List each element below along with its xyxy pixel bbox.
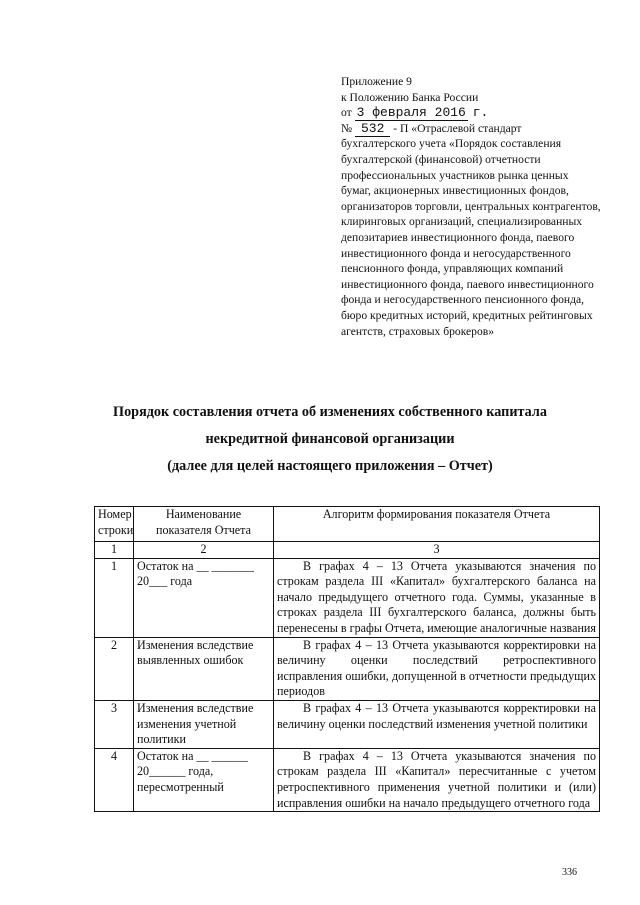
table-row bbox=[95, 637, 600, 700]
row-number: 2 bbox=[95, 637, 134, 700]
row-number: 1 bbox=[95, 558, 134, 637]
annex-date-line bbox=[341, 105, 601, 121]
number-prefix: № bbox=[341, 121, 353, 135]
row-algorithm bbox=[274, 748, 600, 811]
table-header-row bbox=[95, 507, 600, 542]
annex-header bbox=[341, 74, 601, 339]
annex-body: бухгалтерского учета «Порядок составления бухгалтерской (финансовой) отчетности профессиональных участников рынка ценных бумаг, акционерных инвестиционных фондов, организаторов торговли, центральных контрагентов, клиринговых организаций, специализированных депозитариев инвестиционного фонда, паевого инвестиционного фонда и негосударственного пенсионного фонда, управляющих компаний инвестиционного фонда, паевого инвестиционного фонда и негосударственного пенсионного фонда, бюро кредитных историй, кредитных рейтинговых агентств, страховых брокеров» bbox=[341, 137, 601, 338]
date-value: 3 февраля 2016 bbox=[356, 105, 466, 121]
annex-number: Приложение 9 bbox=[341, 75, 412, 88]
page-number: 336 bbox=[562, 867, 577, 878]
header-line-number: Номер строки bbox=[95, 507, 134, 542]
title-line-2: некредитной финансовой организации bbox=[205, 431, 455, 447]
table-row bbox=[95, 558, 600, 637]
column-number: 1 bbox=[95, 542, 134, 559]
column-number-row bbox=[95, 542, 600, 559]
row-indicator-name: Изменения вследствие изменения учетной политики bbox=[134, 700, 274, 748]
row-algorithm-text: В графах 4 – 13 Отчета указываются корректировки на величину оценки последствий ретроспективного исправления ошибки, допущенной в отчетности предыдущих периодов bbox=[277, 637, 596, 699]
row-indicator-name: Изменения вследствие выявленных ошибок bbox=[134, 637, 274, 700]
date-prefix: от bbox=[341, 106, 352, 120]
row-number: 3 bbox=[95, 700, 134, 748]
column-number: 2 bbox=[134, 542, 274, 559]
row-algorithm-text: В графах 4 – 13 Отчета указываются корректировки на величину оценки последствий изменения учетной политики bbox=[277, 700, 596, 731]
row-algorithm-text: В графах 4 – 13 Отчета указываются значения по строкам раздела III «Капитал» пересчитанные с учетом ретроспективного применения учетной политики и (или) исправления ошибки на начало предыдущего отчетного года bbox=[277, 748, 596, 810]
row-indicator-name: Остаток на __ _______ 20___ года bbox=[134, 558, 274, 637]
title-line-3: (далее для целей настоящего приложения – Отчет) bbox=[167, 458, 493, 474]
row-algorithm bbox=[274, 637, 600, 700]
annex-number-line bbox=[341, 121, 601, 137]
report-table bbox=[94, 506, 600, 812]
table-row bbox=[95, 748, 600, 811]
annex-regulation: к Положению Банка России bbox=[341, 90, 479, 104]
column-number: 3 bbox=[274, 542, 600, 559]
header-algorithm: Алгоритм формирования показателя Отчета bbox=[274, 507, 600, 542]
row-number: 4 bbox=[95, 748, 134, 811]
number-suffix: - П «Отраслевой стандарт bbox=[393, 121, 522, 135]
number-value: 532 bbox=[355, 121, 390, 137]
title-line-1: Порядок составления отчета об изменениях собственного капитала bbox=[113, 404, 547, 420]
date-suffix: г. bbox=[472, 105, 489, 121]
row-indicator-name: Остаток на __ ______ 20______ года, пересмотренный bbox=[134, 748, 274, 811]
row-algorithm-text: В графах 4 – 13 Отчета указываются значения по строкам раздела III «Капитал» бухгалтерского баланса на начало предыдущего отчетного года. Суммы, указанные в строках раздела III бухгалтерского баланса, должны быть перенесены в графы Отчета, имеющие аналогичные названия bbox=[277, 558, 596, 635]
header-indicator-name: Наименование показателя Отчета bbox=[134, 507, 274, 542]
table-row bbox=[95, 700, 600, 748]
row-algorithm bbox=[274, 700, 600, 748]
row-algorithm bbox=[274, 558, 600, 637]
